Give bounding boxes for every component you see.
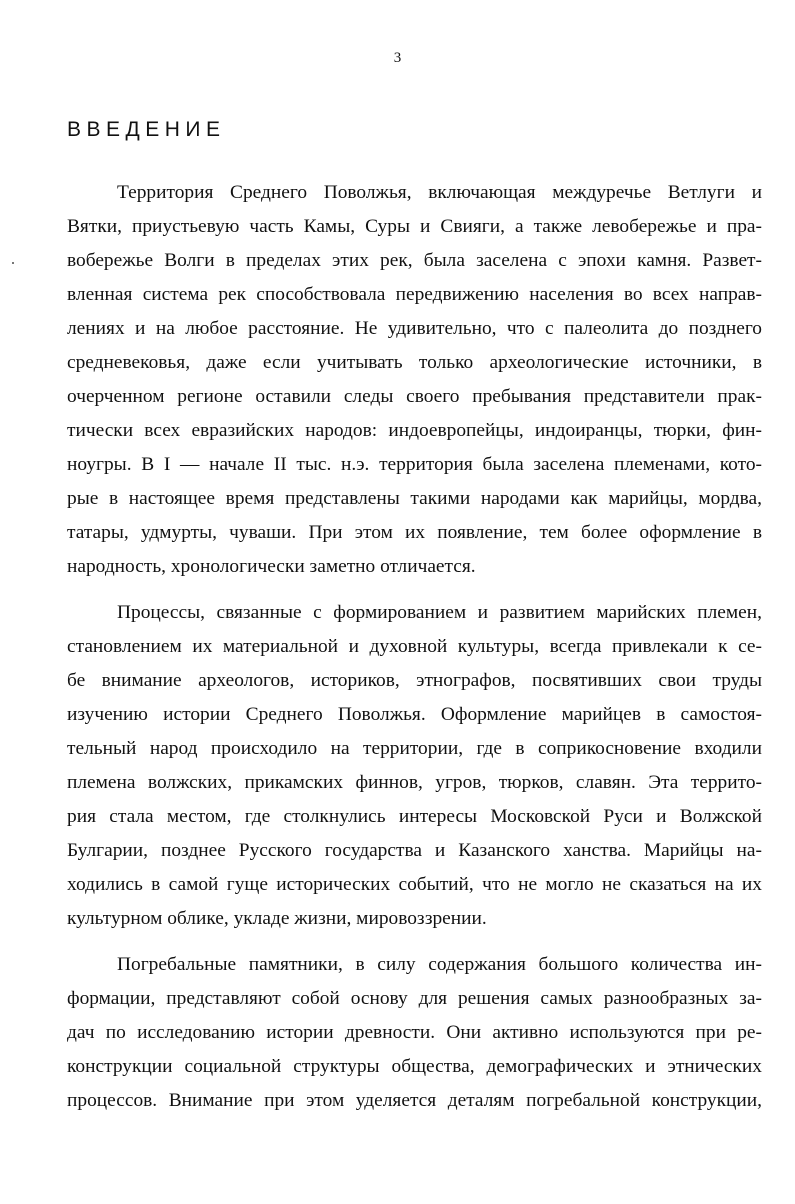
text-line: очерченном регионе оставили следы своего пребывания представители прак-: [67, 386, 762, 407]
text-line: Процессы, связанные с формированием и развитием марийских племен,: [117, 602, 762, 623]
text-line: Территория Среднего Поволжья, включающая междуречье Ветлуги и: [117, 182, 762, 203]
text-line: татары, удмурты, чуваши. При этом их появление, тем более оформление в: [67, 522, 762, 543]
text-line: рия стала местом, где столкнулись интересы Московской Руси и Волжской: [67, 806, 762, 827]
text-line: культурном облике, укладе жизни, мировоззрении.: [67, 908, 487, 929]
text-line: Погребальные памятники, в силу содержания большого количества ин-: [117, 954, 762, 975]
text-line: вленная система рек способствовала передвижению населения во всех направ-: [67, 284, 762, 305]
text-line: племена волжских, прикамских финнов, угров, тюрков, славян. Эта террито-: [67, 772, 762, 793]
text-line: формации, представляют собой основу для решения самых разнообразных за-: [67, 988, 762, 1009]
text-line: Вятки, приустьевую часть Камы, Суры и Свияги, а также левобережье и пра-: [67, 216, 762, 237]
text-line: лениях и на любое расстояние. Не удивительно, что с палеолита до позднего: [67, 318, 762, 339]
text-line: дач по исследованию истории древности. Они активно используются при ре-: [67, 1022, 762, 1043]
text-line: тически всех евразийских народов: индоевропейцы, индоиранцы, тюрки, фин-: [67, 420, 762, 441]
text-line: становлением их материальной и духовной культуры, всегда привлекали к се-: [67, 636, 762, 657]
text-line: средневековья, даже если учитывать только археологические источники, в: [67, 352, 762, 373]
text-line: конструкции социальной структуры общества, демографических и этнических: [67, 1056, 762, 1077]
text-line: ходились в самой гуще исторических событий, что не могло не сказаться на их: [67, 874, 762, 895]
text-line: вобережье Волги в пределах этих рек, была заселена с эпохи камня. Развет-: [67, 250, 762, 271]
page-title: ВВЕДЕНИЕ: [67, 118, 226, 141]
margin-mark: [12, 262, 14, 264]
text-line: Булгарии, позднее Русского государства и Казанского ханства. Марийцы на-: [67, 840, 762, 861]
text-line: народность, хронологически заметно отличается.: [67, 556, 476, 577]
text-line: бе внимание археологов, историков, этнографов, посвятивших свои труды: [67, 670, 762, 691]
text-line: ноугры. В I — начале II тыс. н.э. территория была заселена племенами, кото-: [67, 454, 762, 475]
text-line: рые в настоящее время представлены такими народами как марийцы, мордва,: [67, 488, 762, 509]
text-line: процессов. Внимание при этом уделяется деталям погребальной конструкции,: [67, 1090, 762, 1111]
text-line: изучению истории Среднего Поволжья. Оформление марийцев в самостоя-: [67, 704, 762, 725]
page-number: 3: [393, 50, 402, 66]
text-line: тельный народ происходило на территории, где в соприкосновение входили: [67, 738, 762, 759]
